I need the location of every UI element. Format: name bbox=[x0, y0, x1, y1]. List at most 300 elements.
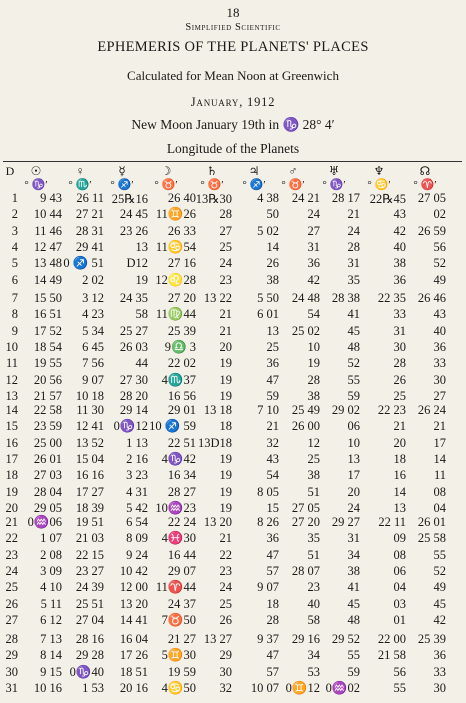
day-number: 31 bbox=[5, 680, 18, 695]
table-cell: 41 bbox=[347, 580, 360, 595]
column-symbol: ♂ bbox=[288, 164, 298, 178]
table-cell: 13 bbox=[347, 451, 360, 466]
table-cell: 33 bbox=[433, 664, 446, 679]
table-cell: 25 27 bbox=[119, 323, 148, 338]
table-cell: 8 05 bbox=[257, 484, 279, 499]
table-cell: 11 bbox=[433, 468, 446, 483]
month-heading: January, 1912 bbox=[190, 95, 276, 109]
column-unit: ° ♈′ bbox=[413, 179, 437, 191]
table-cell: 15 bbox=[266, 500, 279, 515]
table-cell: 18 bbox=[219, 419, 232, 434]
table-cell: 27 03 bbox=[33, 468, 62, 483]
table-cell: 38 bbox=[307, 388, 320, 403]
table-cell: 47 bbox=[266, 547, 279, 562]
day-number: 6 bbox=[11, 272, 18, 287]
table-cell: 9 24 bbox=[126, 547, 148, 562]
table-cell: 11♈44 bbox=[155, 580, 196, 595]
column-symbol: ♅ bbox=[328, 164, 340, 178]
table-cell: 30 bbox=[219, 664, 232, 679]
table-cell: 29 05 bbox=[33, 500, 62, 515]
table-cell: 27 bbox=[219, 223, 232, 238]
table-cell: 4 38 bbox=[257, 191, 279, 205]
table-cell: 28 04 bbox=[33, 484, 62, 499]
day-number: 11 bbox=[5, 356, 18, 371]
table-cell: 43 bbox=[393, 207, 406, 222]
column-unit: ° ♉′ bbox=[200, 179, 224, 191]
day-number: 2 bbox=[11, 207, 18, 222]
day-number: 28 bbox=[5, 632, 18, 646]
table-cell: 24 48 bbox=[291, 291, 320, 305]
table-cell: 22 bbox=[219, 547, 232, 562]
table-cell: 08 bbox=[433, 484, 446, 499]
section-heading: Longitude of the Planets bbox=[166, 141, 300, 156]
table-cell: 10♒23 bbox=[155, 500, 196, 515]
table-cell: 48 bbox=[347, 339, 360, 354]
table-cell: 27 20 bbox=[291, 515, 320, 529]
table-cell: 10 44 bbox=[33, 207, 62, 222]
table-cell: 26 01 bbox=[33, 451, 62, 466]
table-cell: 12 41 bbox=[75, 419, 104, 434]
day-number: 29 bbox=[5, 648, 18, 663]
table-cell: 52 bbox=[347, 356, 360, 371]
table-cell: 49 bbox=[433, 272, 446, 287]
table-cell: 57 bbox=[266, 563, 279, 578]
table-cell: 10 bbox=[347, 435, 360, 450]
table-cell: 8 14 bbox=[40, 648, 62, 663]
table-cell: 5 42 bbox=[126, 500, 148, 515]
table-cell: 9 43 bbox=[40, 191, 62, 205]
table-cell: 21 03 bbox=[75, 531, 104, 546]
table-cell: 50 bbox=[266, 207, 279, 222]
table-cell: 35 bbox=[307, 531, 320, 546]
table-cell: 2 02 bbox=[82, 272, 104, 287]
table-cell: 16 bbox=[393, 468, 406, 483]
table-cell: 25 bbox=[266, 339, 279, 354]
table-cell: 7 56 bbox=[82, 356, 104, 371]
table-cell: 36 bbox=[393, 272, 406, 287]
table-cell: 7 13 bbox=[40, 632, 62, 646]
day-number: 15 bbox=[5, 419, 18, 434]
table-cell: 19 55 bbox=[33, 356, 62, 371]
table-cell: 13 48 bbox=[33, 256, 62, 271]
table-cell: 19 bbox=[135, 272, 148, 287]
table-cell: 2 16 bbox=[126, 451, 148, 466]
table-cell: 8 26 bbox=[257, 515, 279, 529]
table-cell: 13 52 bbox=[75, 435, 104, 450]
table-cell: 28 bbox=[219, 207, 232, 222]
table-cell: 19 bbox=[219, 468, 232, 483]
table-cell: 03 bbox=[393, 596, 406, 611]
table-cell: 55 bbox=[347, 372, 360, 387]
table-cell: 43 bbox=[266, 451, 279, 466]
table-cell: 19 bbox=[219, 484, 232, 499]
table-cell: 13 bbox=[135, 239, 148, 254]
table-cell: 08 bbox=[393, 547, 406, 562]
table-cell: 29 bbox=[219, 648, 232, 663]
table-cell: 25 49 bbox=[291, 403, 320, 417]
column-symbol: ♀ bbox=[75, 164, 85, 178]
column-unit: ° ♐′ bbox=[242, 179, 266, 191]
table-cell: 35 bbox=[347, 272, 360, 287]
table-cell: 26 01 bbox=[417, 515, 446, 529]
table-cell: 20 56 bbox=[33, 372, 62, 387]
table-cell: 21 57 bbox=[33, 388, 62, 403]
table-cell: 4 23 bbox=[82, 307, 104, 322]
table-cell: 20 16 bbox=[119, 680, 148, 695]
table-cell: 17 bbox=[433, 435, 446, 450]
table-cell: 26 59 bbox=[417, 223, 446, 238]
table-cell: 24 bbox=[347, 223, 360, 238]
table-cell: 22 24 bbox=[167, 515, 196, 529]
column-symbol: D bbox=[5, 164, 15, 178]
table-cell: D12 bbox=[126, 256, 148, 271]
table-cell: 29 41 bbox=[75, 239, 104, 254]
column-unit: ° ♋′ bbox=[367, 179, 391, 191]
table-cell: 31 bbox=[393, 323, 406, 338]
table-cell: 14 41 bbox=[119, 612, 148, 627]
table-cell: 21 bbox=[219, 307, 232, 322]
table-cell: 0♊12 bbox=[285, 680, 320, 695]
table-cell: 47 bbox=[266, 372, 279, 387]
day-number: 17 bbox=[5, 451, 18, 466]
table-cell: 25 bbox=[219, 596, 232, 611]
table-cell: 29 14 bbox=[119, 403, 148, 417]
table-cell: 25 bbox=[219, 239, 232, 254]
table-cell: 23 26 bbox=[119, 223, 148, 238]
table-cell: 59 bbox=[347, 664, 360, 679]
table-cell: 3 12 bbox=[82, 291, 104, 305]
table-cell: 27 bbox=[307, 223, 320, 238]
day-number: 8 bbox=[11, 307, 18, 322]
day-number: 9 bbox=[11, 323, 18, 338]
table-cell: 9 07 bbox=[257, 580, 279, 595]
table-cell: 57 bbox=[266, 664, 279, 679]
table-cell: 26 24 bbox=[417, 403, 446, 417]
table-cell: 18 51 bbox=[119, 664, 148, 679]
table-cell: 58 bbox=[307, 612, 320, 627]
table-cell: 27 20 bbox=[167, 291, 196, 305]
day-number: 24 bbox=[5, 563, 18, 578]
table-cell: 22 51 bbox=[167, 435, 196, 450]
table-cell: 13 22 bbox=[203, 291, 232, 305]
table-cell: 47 bbox=[266, 648, 279, 663]
table-cell: 0♑40 bbox=[69, 664, 104, 679]
table-cell: 55 bbox=[347, 648, 360, 663]
table-cell: 25 51 bbox=[75, 596, 104, 611]
table-cell: 30 bbox=[433, 372, 446, 387]
table-cell: 55 bbox=[433, 547, 446, 562]
table-cell: 18 bbox=[393, 451, 406, 466]
table-cell: 27 21 bbox=[75, 207, 104, 222]
day-number: 12 bbox=[5, 372, 18, 387]
table-cell: 19 bbox=[219, 356, 232, 371]
table-cell: 13D18 bbox=[197, 435, 232, 450]
table-cell: 13 bbox=[266, 323, 279, 338]
table-cell: 28 31 bbox=[75, 223, 104, 238]
table-cell: 0♒02 bbox=[325, 680, 360, 695]
table-cell: 26 46 bbox=[417, 291, 446, 305]
table-cell: 40 bbox=[393, 239, 406, 254]
day-number: 5 bbox=[11, 256, 18, 271]
table-cell: 27 05 bbox=[291, 500, 320, 515]
table-cell: 04 bbox=[433, 500, 446, 515]
table-cell: 52 bbox=[433, 563, 446, 578]
table-cell: 29 02 bbox=[331, 403, 360, 417]
table-cell: 21 58 bbox=[377, 648, 406, 663]
table-cell: 7 10 bbox=[257, 403, 279, 417]
table-cell: 38 bbox=[307, 468, 320, 483]
table-cell: 33 bbox=[433, 356, 446, 371]
table-cell: 22 02 bbox=[167, 356, 196, 371]
column-unit: ° ♑′ bbox=[322, 179, 346, 191]
table-cell: 36 bbox=[266, 531, 279, 546]
table-cell: 26 33 bbox=[167, 223, 196, 238]
column-symbol: ☊ bbox=[419, 164, 431, 178]
table-cell: 10 16 bbox=[33, 680, 62, 695]
table-cell: 21 27 bbox=[167, 632, 196, 646]
table-cell: 59 bbox=[266, 388, 279, 403]
table-cell: 28 17 bbox=[331, 191, 360, 205]
column-symbol: ☽ bbox=[160, 164, 172, 178]
table-cell: 15 50 bbox=[33, 291, 62, 305]
table-cell: 11♍44 bbox=[155, 307, 196, 322]
table-cell: 10 42 bbox=[119, 563, 148, 578]
day-number: 10 bbox=[5, 339, 18, 354]
day-number: 22 bbox=[5, 531, 18, 546]
table-cell: 33 bbox=[393, 307, 406, 322]
table-cell: 36 bbox=[433, 339, 446, 354]
column-symbol: ♄ bbox=[206, 164, 218, 178]
table-cell: 56 bbox=[433, 239, 446, 254]
table-cell: 52 bbox=[433, 256, 446, 271]
table-cell: 25 bbox=[307, 451, 320, 466]
table-cell: 14 bbox=[266, 239, 279, 254]
table-cell: 19 bbox=[307, 356, 320, 371]
table-cell: 0♑12 bbox=[113, 419, 148, 434]
table-cell: 41 bbox=[347, 307, 360, 322]
table-cell: 36 bbox=[266, 356, 279, 371]
table-cell: 18 39 bbox=[75, 500, 104, 515]
day-number: 14 bbox=[5, 403, 18, 417]
table-cell: 45 bbox=[347, 323, 360, 338]
table-cell: 10 18 bbox=[75, 388, 104, 403]
table-cell: 25 58 bbox=[417, 531, 446, 546]
column-unit: ° ♑′ bbox=[24, 179, 48, 191]
table-cell: 49 bbox=[433, 580, 446, 595]
table-cell: 14 bbox=[433, 451, 446, 466]
day-number: 3 bbox=[11, 223, 18, 238]
table-cell: 54 bbox=[307, 307, 320, 322]
day-number: 13 bbox=[5, 388, 18, 403]
table-cell: 51 bbox=[307, 484, 320, 499]
table-cell: 40 bbox=[433, 323, 446, 338]
table-cell: 34 bbox=[307, 648, 320, 663]
table-cell: 13 20 bbox=[203, 515, 232, 529]
page-number: 18 bbox=[226, 5, 240, 20]
table-cell: 9 15 bbox=[40, 664, 62, 679]
table-cell: 14 bbox=[393, 484, 406, 499]
table-cell: 10 07 bbox=[250, 680, 279, 695]
table-cell: 4 10 bbox=[40, 580, 62, 595]
day-number: 1 bbox=[11, 191, 18, 205]
table-cell: 16 04 bbox=[119, 632, 148, 646]
table-cell: 10 bbox=[307, 339, 320, 354]
table-cell: 58 bbox=[135, 307, 148, 322]
table-cell: 28 bbox=[393, 356, 406, 371]
table-cell: 18 bbox=[266, 596, 279, 611]
table-cell: 29 16 bbox=[291, 632, 320, 646]
table-cell: 20 bbox=[393, 435, 406, 450]
table-cell: 28 38 bbox=[331, 291, 360, 305]
column-symbol: ☿ bbox=[118, 164, 126, 178]
table-cell: 24 39 bbox=[75, 580, 104, 595]
table-cell: 44 bbox=[135, 356, 148, 371]
table-cell: 59 bbox=[347, 388, 360, 403]
table-cell: 23 bbox=[219, 272, 232, 287]
table-cell: 23 27 bbox=[75, 563, 104, 578]
table-cell: 28 bbox=[307, 372, 320, 387]
table-cell: 26 11 bbox=[76, 191, 104, 205]
table-cell: 56 bbox=[393, 664, 406, 679]
table-cell: 24 37 bbox=[167, 596, 196, 611]
table-cell: 7♉50 bbox=[161, 612, 196, 627]
table-cell: 16 34 bbox=[167, 468, 196, 483]
table-cell: 25℞16 bbox=[111, 192, 148, 206]
table-cell: 19 bbox=[219, 388, 232, 403]
table-cell: 1 07 bbox=[40, 531, 62, 546]
table-cell: 9 37 bbox=[257, 632, 279, 646]
day-number: 27 bbox=[5, 612, 18, 627]
column-symbol: ♆ bbox=[373, 164, 385, 178]
table-cell: 45 bbox=[347, 596, 360, 611]
table-cell: 13℞30 bbox=[195, 192, 232, 206]
table-cell: 36 bbox=[307, 256, 320, 271]
table-cell: 3 23 bbox=[126, 468, 148, 483]
table-cell: 13 bbox=[393, 500, 406, 515]
table-cell: 06 bbox=[393, 563, 406, 578]
calculation-note: Calculated for Mean Noon at Greenwich bbox=[127, 68, 339, 83]
day-number: 19 bbox=[5, 484, 18, 499]
table-cell: 17 27 bbox=[75, 484, 104, 499]
table-cell: 31 bbox=[307, 239, 320, 254]
table-cell: 9♎ 3 bbox=[164, 339, 196, 354]
table-cell: 42 bbox=[433, 612, 446, 627]
table-cell: 15 04 bbox=[75, 451, 104, 466]
table-cell: 42 bbox=[393, 223, 406, 238]
table-cell: 14 49 bbox=[33, 272, 62, 287]
table-cell: 23 59 bbox=[33, 419, 62, 434]
table-cell: 45 bbox=[433, 596, 446, 611]
column-unit: ° ♉′ bbox=[154, 179, 178, 191]
table-cell: 28 bbox=[266, 612, 279, 627]
table-cell: 1 13 bbox=[126, 435, 148, 450]
day-number: 21 bbox=[5, 515, 18, 529]
table-cell: 8 09 bbox=[126, 531, 148, 546]
table-cell: 12 bbox=[307, 435, 320, 450]
table-cell: 16 16 bbox=[75, 468, 104, 483]
table-cell: 13 18 bbox=[203, 403, 232, 417]
table-cell: 30 bbox=[433, 680, 446, 695]
table-cell: 18 54 bbox=[33, 339, 62, 354]
table-cell: 5 50 bbox=[257, 291, 279, 305]
table-cell: 24 bbox=[219, 256, 232, 271]
table-cell: 16 56 bbox=[167, 388, 196, 403]
day-number: 26 bbox=[5, 596, 18, 611]
table-cell: 4♋50 bbox=[161, 680, 196, 695]
table-cell: 16 44 bbox=[167, 547, 196, 562]
table-cell: 27 16 bbox=[167, 256, 196, 271]
table-cell: 27 05 bbox=[417, 191, 446, 205]
table-cell: 25 00 bbox=[33, 435, 62, 450]
table-cell: 0 ♐ 51 bbox=[63, 256, 104, 271]
table-cell: 22 15 bbox=[75, 547, 104, 562]
day-number: 30 bbox=[5, 664, 18, 679]
table-cell: 10 ♐ 59 bbox=[149, 419, 196, 434]
day-number: 4 bbox=[11, 239, 18, 254]
table-cell: 3 09 bbox=[40, 563, 62, 578]
table-cell: 25 02 bbox=[291, 323, 320, 338]
table-cell: 21 bbox=[393, 419, 406, 434]
table-cell: 13 27 bbox=[203, 632, 232, 646]
table-cell: 23 bbox=[219, 563, 232, 578]
table-cell: 24 bbox=[219, 580, 232, 595]
table-cell: 21 bbox=[347, 207, 360, 222]
table-cell: 19 51 bbox=[75, 515, 104, 529]
table-cell: 28 16 bbox=[75, 632, 104, 646]
table-cell: 13 20 bbox=[119, 596, 148, 611]
table-cell: 42 bbox=[307, 272, 320, 287]
table-cell: 5 34 bbox=[82, 323, 104, 338]
table-cell: 38 bbox=[347, 563, 360, 578]
table-cell: 17 26 bbox=[119, 648, 148, 663]
table-cell: 26 03 bbox=[119, 339, 148, 354]
table-cell: 24 bbox=[347, 500, 360, 515]
table-cell: 28 bbox=[347, 239, 360, 254]
subtitle: Simplified Scientific bbox=[185, 22, 281, 33]
table-cell: 01 bbox=[393, 612, 406, 627]
table-cell: 28 27 bbox=[167, 484, 196, 499]
table-cell: 19 bbox=[219, 500, 232, 515]
table-cell: 20 bbox=[219, 339, 232, 354]
day-number: 23 bbox=[5, 547, 18, 562]
table-cell: 31 bbox=[347, 256, 360, 271]
table-cell: 09 bbox=[393, 531, 406, 546]
table-cell: 17 52 bbox=[33, 323, 62, 338]
day-number: 7 bbox=[11, 291, 18, 305]
table-cell: 54 bbox=[266, 468, 279, 483]
table-cell: 28 07 bbox=[291, 563, 320, 578]
table-cell: 4 31 bbox=[126, 484, 148, 499]
table-cell: 22 00 bbox=[377, 632, 406, 646]
table-cell: 29 28 bbox=[75, 648, 104, 663]
table-cell: 27 bbox=[433, 388, 446, 403]
table-cell: 12 47 bbox=[33, 239, 62, 254]
table-cell: 30 bbox=[393, 339, 406, 354]
table-cell: 28 20 bbox=[119, 388, 148, 403]
table-cell: 21 bbox=[266, 419, 279, 434]
table-cell: 21 bbox=[433, 419, 446, 434]
day-number: 25 bbox=[5, 580, 18, 595]
table-cell: 12 00 bbox=[119, 580, 148, 595]
table-cell: 12♌28 bbox=[155, 272, 196, 287]
table-cell: 26 bbox=[219, 612, 232, 627]
table-cell: 21 bbox=[219, 531, 232, 546]
table-cell: 29 27 bbox=[331, 515, 360, 529]
table-cell: 02 bbox=[433, 207, 446, 222]
table-cell: 36 bbox=[433, 648, 446, 663]
column-unit: ° ♏′ bbox=[68, 179, 92, 191]
table-cell: 32 bbox=[219, 680, 232, 695]
